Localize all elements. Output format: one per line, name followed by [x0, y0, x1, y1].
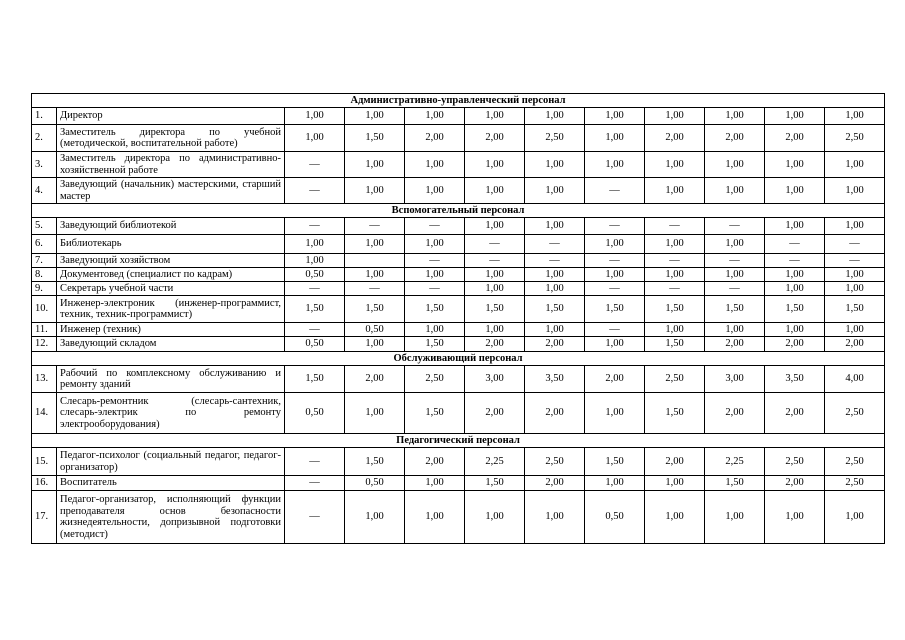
staff-value-cell: 1,00	[465, 491, 525, 544]
staff-value-cell: 1,00	[285, 125, 345, 152]
row-number: 7.	[32, 254, 57, 268]
staff-value-cell: —	[465, 254, 525, 268]
staff-value-cell: 1,50	[585, 296, 645, 323]
staff-value-cell: 1,00	[465, 218, 525, 235]
staff-value-cell: 2,00	[765, 393, 825, 434]
staff-value-cell: 2,00	[525, 337, 585, 352]
row-number: 17.	[32, 491, 57, 544]
staff-value-cell: 1,50	[405, 337, 465, 352]
staff-value-cell: 2,00	[525, 393, 585, 434]
staff-value-cell: 0,50	[585, 491, 645, 544]
staff-value-cell: 1,00	[525, 178, 585, 204]
staff-value-cell: 1,50	[705, 296, 765, 323]
staff-value-cell: 2,50	[405, 366, 465, 393]
staff-value-cell: 0,50	[285, 393, 345, 434]
staff-value-cell: 2,00	[465, 393, 525, 434]
staff-value-cell: —	[585, 254, 645, 268]
staff-value-cell: —	[285, 178, 345, 204]
table-row	[32, 491, 885, 544]
staff-value-cell: —	[285, 491, 345, 544]
staff-value-cell: 1,00	[705, 491, 765, 544]
staff-value-cell: —	[525, 235, 585, 254]
table-row	[32, 393, 885, 434]
staff-value-cell: 1,50	[285, 296, 345, 323]
staff-value-cell: 3,00	[705, 366, 765, 393]
position-name: Рабочий по комплексному обслуживанию и ремонту зданий	[57, 366, 285, 393]
row-number: 12.	[32, 337, 57, 352]
staff-value-cell: 1,00	[645, 476, 705, 491]
staff-value-cell: 1,00	[825, 323, 885, 337]
staff-value-cell: 0,50	[345, 323, 405, 337]
staff-value-cell: 2,50	[825, 448, 885, 476]
staff-value-cell: 1,00	[705, 235, 765, 254]
staff-value-cell: 1,00	[405, 108, 465, 125]
staff-value-cell: —	[285, 152, 345, 178]
staff-value-cell: 1,00	[645, 152, 705, 178]
staff-value-cell: 2,50	[825, 393, 885, 434]
staff-value-cell: —	[285, 282, 345, 296]
row-number: 16.	[32, 476, 57, 491]
staff-value-cell: 1,00	[345, 235, 405, 254]
staff-value-cell: —	[585, 323, 645, 337]
table-row	[32, 108, 885, 125]
staff-value-cell: 1,00	[465, 268, 525, 282]
staff-value-cell: 2,50	[525, 125, 585, 152]
staff-value-cell: 1,00	[645, 268, 705, 282]
staff-value-cell: 1,00	[705, 152, 765, 178]
position-name: Документовед (специалист по кадрам)	[57, 268, 285, 282]
staff-value-cell: 1,00	[345, 393, 405, 434]
row-number: 5.	[32, 218, 57, 235]
staff-value-cell: 1,00	[585, 393, 645, 434]
staff-value-cell: 1,50	[765, 296, 825, 323]
position-name: Заместитель директора по административно-хозяйственной работе	[57, 152, 285, 178]
staff-value-cell: 1,00	[345, 108, 405, 125]
staff-value-cell: 1,00	[585, 125, 645, 152]
section-title: Обслуживающий персонал	[32, 352, 885, 366]
staff-value-cell: 1,00	[345, 491, 405, 544]
staff-value-cell: 1,00	[825, 218, 885, 235]
position-name: Заместитель директора по учебной (методической, воспитательной работе)	[57, 125, 285, 152]
staff-value-cell: 3,50	[525, 366, 585, 393]
staff-value-cell: 3,00	[465, 366, 525, 393]
staff-table	[31, 93, 885, 544]
staff-value-cell: 1,00	[585, 337, 645, 352]
staff-value-cell: 2,00	[765, 476, 825, 491]
staff-value-cell: 2,50	[645, 366, 705, 393]
staff-value-cell: —	[825, 235, 885, 254]
position-name: Библиотекарь	[57, 235, 285, 254]
staff-value-cell: —	[345, 218, 405, 235]
staff-value-cell: 1,50	[645, 337, 705, 352]
staff-value-cell: 1,00	[405, 152, 465, 178]
staff-value-cell: 2,00	[765, 125, 825, 152]
section-title: Педагогический персонал	[32, 434, 885, 448]
position-name: Инженер (техник)	[57, 323, 285, 337]
position-name: Заведующий хозяйством	[57, 254, 285, 268]
staff-value-cell: 1,00	[525, 152, 585, 178]
row-number: 9.	[32, 282, 57, 296]
staff-value-cell: 1,00	[525, 218, 585, 235]
staff-value-cell: 1,00	[405, 235, 465, 254]
staff-value-cell: 1,50	[285, 366, 345, 393]
staff-value-cell: —	[705, 282, 765, 296]
staff-value-cell: 1,50	[585, 448, 645, 476]
staff-value-cell: 1,00	[705, 108, 765, 125]
table-row	[32, 296, 885, 323]
staff-value-cell: 1,00	[765, 108, 825, 125]
position-name: Педагог-психолог (социальный педагог, педагог-организатор)	[57, 448, 285, 476]
staff-value-cell: 1,00	[525, 282, 585, 296]
table-row	[32, 476, 885, 491]
staff-value-cell: 1,00	[765, 282, 825, 296]
staff-value-cell: 1,50	[465, 476, 525, 491]
staff-value-cell: 1,00	[345, 178, 405, 204]
staff-value-cell: 2,50	[525, 448, 585, 476]
staff-value-cell: 1,00	[825, 491, 885, 544]
staff-value-cell: —	[645, 254, 705, 268]
staff-value-cell: 1,00	[825, 152, 885, 178]
position-name: Заведующий (начальник) мастерскими, старший мастер	[57, 178, 285, 204]
staff-value-cell: 1,00	[645, 235, 705, 254]
position-name: Заведующий складом	[57, 337, 285, 352]
staff-value-cell: 1,00	[765, 178, 825, 204]
staff-value-cell: 1,00	[585, 476, 645, 491]
staff-value-cell: 1,00	[405, 491, 465, 544]
staff-value-cell: 1,50	[825, 296, 885, 323]
staff-value-cell: 1,00	[765, 268, 825, 282]
staff-value-cell: 1,00	[345, 337, 405, 352]
row-number: 3.	[32, 152, 57, 178]
staff-value-cell: —	[285, 476, 345, 491]
staff-value-cell: —	[525, 254, 585, 268]
staff-value-cell: 1,50	[345, 125, 405, 152]
staff-value-cell: 1,00	[405, 476, 465, 491]
staff-value-cell: 1,00	[765, 491, 825, 544]
position-name: Слесарь-ремонтник (слесарь-сантехник, слесарь-электрик по ремонту электрооборудования)	[57, 393, 285, 434]
row-number: 6.	[32, 235, 57, 254]
staff-value-cell: 2,00	[405, 448, 465, 476]
staff-value-cell: —	[285, 218, 345, 235]
row-number: 15.	[32, 448, 57, 476]
row-number: 13.	[32, 366, 57, 393]
staff-value-cell: —	[285, 448, 345, 476]
staff-value-cell: 0,50	[285, 268, 345, 282]
staff-value-cell: 1,00	[585, 152, 645, 178]
staff-value-cell: 1,00	[645, 108, 705, 125]
section-header-row	[32, 94, 885, 108]
table-row	[32, 268, 885, 282]
staff-value-cell: 1,00	[825, 282, 885, 296]
position-name: Секретарь учебной части	[57, 282, 285, 296]
table-row	[32, 125, 885, 152]
staff-value-cell: —	[585, 282, 645, 296]
table-row	[32, 323, 885, 337]
staff-value-cell: 1,00	[465, 152, 525, 178]
staff-value-cell: 1,00	[585, 268, 645, 282]
staff-value-cell: 1,00	[465, 323, 525, 337]
staff-value-cell: 1,00	[405, 323, 465, 337]
staff-value-cell: —	[645, 282, 705, 296]
staff-value-cell: 1,50	[705, 476, 765, 491]
staff-value-cell: —	[825, 254, 885, 268]
table-body	[32, 94, 885, 544]
staff-value-cell: 1,00	[825, 268, 885, 282]
table-row	[32, 254, 885, 268]
position-name: Педагог-организатор, исполняющий функции преподавателя основ безопасности жизнедеятельности, допризывной подготовки (методист)	[57, 491, 285, 544]
staff-value-cell: 1,50	[525, 296, 585, 323]
section-header-row	[32, 352, 885, 366]
staff-value-cell: 2,00	[345, 366, 405, 393]
table-row	[32, 282, 885, 296]
row-number: 8.	[32, 268, 57, 282]
staff-value-cell: 1,50	[645, 393, 705, 434]
staff-value-cell: 1,00	[765, 218, 825, 235]
staff-value-cell: 1,50	[345, 296, 405, 323]
staff-value-cell: 1,00	[585, 108, 645, 125]
staff-value-cell: 2,50	[825, 476, 885, 491]
row-number: 10.	[32, 296, 57, 323]
staff-value-cell: 2,00	[705, 125, 765, 152]
staff-value-cell: —	[405, 254, 465, 268]
staff-value-cell: 1,00	[765, 152, 825, 178]
staff-value-cell: 2,00	[465, 125, 525, 152]
staff-value-cell: 0,50	[345, 476, 405, 491]
staff-value-cell: 2,50	[765, 448, 825, 476]
staff-value-cell: 1,50	[645, 296, 705, 323]
section-header-row	[32, 204, 885, 218]
table-row	[32, 178, 885, 204]
staff-value-cell: 2,00	[645, 125, 705, 152]
staff-value-cell: 0,50	[285, 337, 345, 352]
table-row	[32, 218, 885, 235]
staff-value-cell: 1,00	[525, 323, 585, 337]
staff-value-cell: 1,50	[345, 448, 405, 476]
staff-value-cell: 2,25	[705, 448, 765, 476]
staff-value-cell: 1,00	[645, 178, 705, 204]
table-row	[32, 337, 885, 352]
staff-value-cell: —	[465, 235, 525, 254]
position-name: Воспитатель	[57, 476, 285, 491]
staff-value-cell: 1,00	[405, 178, 465, 204]
staff-value-cell: 2,00	[705, 393, 765, 434]
staff-value-cell: —	[585, 178, 645, 204]
section-title: Административно-управленческий персонал	[32, 94, 885, 108]
staff-value-cell: 1,00	[465, 108, 525, 125]
staff-value-cell: 1,00	[285, 235, 345, 254]
staff-value-cell: —	[765, 235, 825, 254]
staff-value-cell: 1,00	[705, 178, 765, 204]
staff-value-cell: —	[285, 323, 345, 337]
position-name: Инженер-электроник (инженер-программист, техник, техник-программист)	[57, 296, 285, 323]
staff-value-cell: 2,00	[825, 337, 885, 352]
staff-value-cell: —	[705, 254, 765, 268]
table-row	[32, 152, 885, 178]
staff-value-cell: 2,00	[585, 366, 645, 393]
staff-value-cell: 1,00	[645, 491, 705, 544]
staff-value-cell: 2,00	[525, 476, 585, 491]
section-title: Вспомогательный персонал	[32, 204, 885, 218]
staff-value-cell: —	[405, 218, 465, 235]
staff-value-cell: —	[345, 282, 405, 296]
row-number: 1.	[32, 108, 57, 125]
table-row	[32, 448, 885, 476]
staff-value-cell: 1,00	[525, 108, 585, 125]
row-number: 11.	[32, 323, 57, 337]
row-number: 2.	[32, 125, 57, 152]
table-row	[32, 366, 885, 393]
staff-value-cell: 2,00	[765, 337, 825, 352]
staff-value-cell: 1,00	[465, 282, 525, 296]
staff-value-cell: —	[705, 218, 765, 235]
table-row	[32, 235, 885, 254]
staff-value-cell: 2,00	[405, 125, 465, 152]
staff-value-cell: 1,00	[825, 178, 885, 204]
staff-value-cell: 2,00	[645, 448, 705, 476]
staff-value-cell: 1,00	[825, 108, 885, 125]
staff-value-cell: 1,00	[585, 235, 645, 254]
staff-value-cell: 1,00	[705, 323, 765, 337]
staff-value-cell: 1,50	[465, 296, 525, 323]
staff-value-cell: 1,00	[525, 268, 585, 282]
staff-value-cell: —	[645, 218, 705, 235]
staff-value-cell: —	[405, 282, 465, 296]
staff-value-cell: 1,00	[285, 254, 345, 268]
row-number: 4.	[32, 178, 57, 204]
staff-value-cell: 1,50	[405, 296, 465, 323]
staff-value-cell: 2,25	[465, 448, 525, 476]
staff-value-cell: 3,50	[765, 366, 825, 393]
staff-value-cell: 2,50	[825, 125, 885, 152]
staff-value-cell: 4,00	[825, 366, 885, 393]
staff-value-cell: 1,00	[705, 268, 765, 282]
staff-value-cell: —	[585, 218, 645, 235]
staff-value-cell: 1,00	[345, 268, 405, 282]
staff-value-cell	[345, 254, 405, 268]
staff-value-cell: 1,00	[345, 152, 405, 178]
staff-value-cell: 1,00	[645, 323, 705, 337]
position-name: Заведующий библиотекой	[57, 218, 285, 235]
staff-value-cell: 1,00	[465, 178, 525, 204]
row-number: 14.	[32, 393, 57, 434]
staff-value-cell: 1,00	[525, 491, 585, 544]
staff-value-cell: 2,00	[705, 337, 765, 352]
position-name: Директор	[57, 108, 285, 125]
staff-value-cell: 1,00	[765, 323, 825, 337]
staff-value-cell: 1,00	[405, 268, 465, 282]
staff-value-cell: 1,50	[405, 393, 465, 434]
staff-value-cell: —	[765, 254, 825, 268]
staff-value-cell: 2,00	[465, 337, 525, 352]
section-header-row	[32, 434, 885, 448]
staff-value-cell: 1,00	[285, 108, 345, 125]
